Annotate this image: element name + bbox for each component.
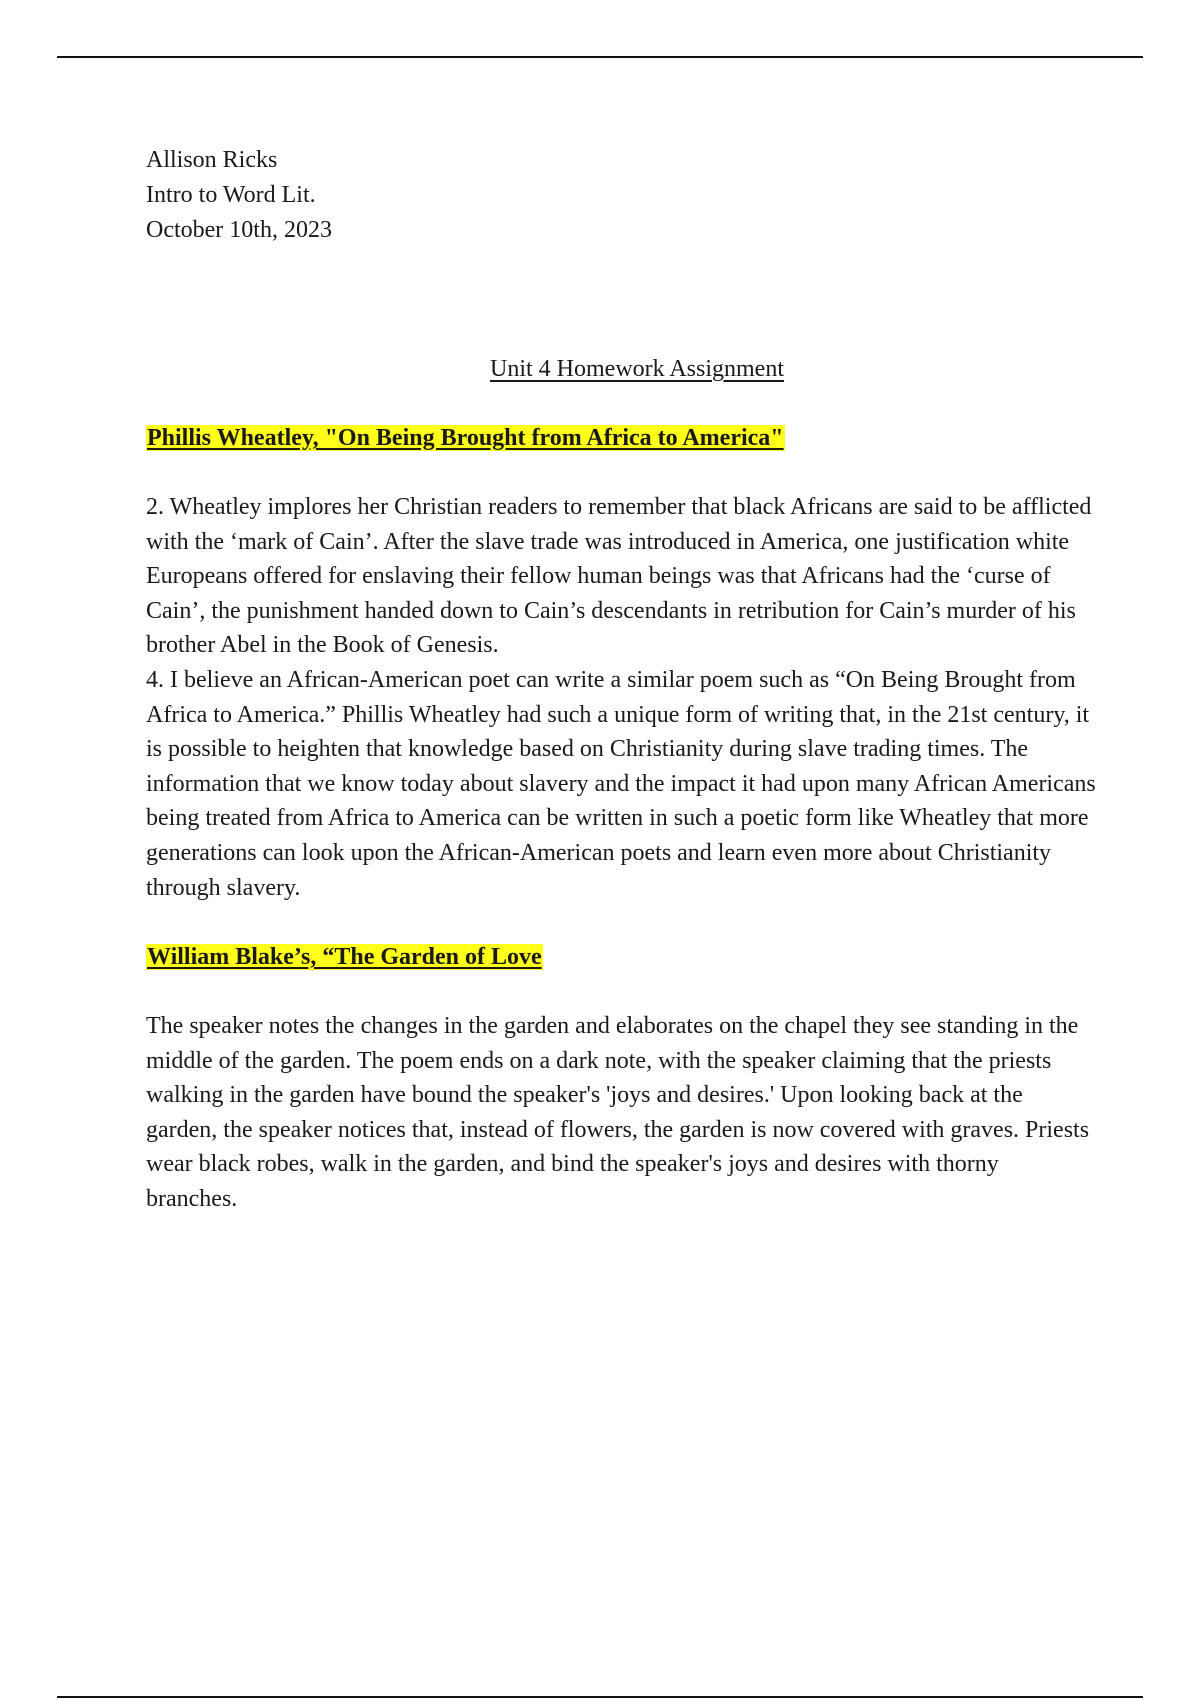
course-name: Intro to Word Lit.: [146, 182, 316, 208]
page-title: Unit 4 Homework Assignment: [490, 356, 784, 382]
summary-paragraph: The speaker notes the changes in the garden and elaborates on the chapel they see standing in the middle of the garden. The poem ends on a dark note, with the speaker claiming that the priests walking in the garden have bound the speaker's 'joys and desires.' Upon looking back at the garden, the speaker notices that, instead of flowers, the garden is now covered with graves. Priests wear black robes, walk in the garden, and bind the speaker's joys and desires with thorny branches.: [146, 1013, 1090, 1212]
top-rule: [57, 56, 1143, 58]
highlighted-heading-text: Phillis Wheatley, "On Being Brought from Africa to America": [147, 425, 784, 451]
bottom-rule: [57, 1696, 1143, 1698]
document-date: October 10th, 2023: [146, 217, 332, 243]
highlighted-heading-text: William Blake’s, “The Garden of Love: [147, 944, 542, 970]
author-name: Allison Ricks: [146, 147, 278, 173]
section-heading-blake: [146, 940, 543, 974]
answer-paragraph-2: 2. Wheatley implores her Christian readers to remember that black Africans are said to be afflicted with the ‘mark of Cain’. After the slave trade was introduced in America, one justification white Europeans offered for enslaving their fellow human beings was that Africans had the ‘curse of Cain’, the punishment handed down to Cain’s descendants in retribution for Cain’s murder of his brother Abel in the Book of Genesis.: [146, 494, 1092, 659]
section-body-wheatley: [146, 490, 1096, 905]
section-body-blake: [146, 1009, 1096, 1217]
section-heading-wheatley: [146, 421, 785, 455]
answer-paragraph-4: 4. I believe an African-American poet can write a similar poem such as “On Being Brought from Africa to America.” Phillis Wheatley had such a unique form of writing that, in the 21st century, it is possible to heighten that knowledge based on Christianity during slave trading times. The information that we know today about slavery and the impact it had upon many African Americans being treated from Africa to America can be written in such a poetic form like Wheatley that more generations can look upon the African-American poets and learn even more about Christianity through slavery.: [146, 666, 1096, 901]
document-header: [146, 143, 332, 248]
